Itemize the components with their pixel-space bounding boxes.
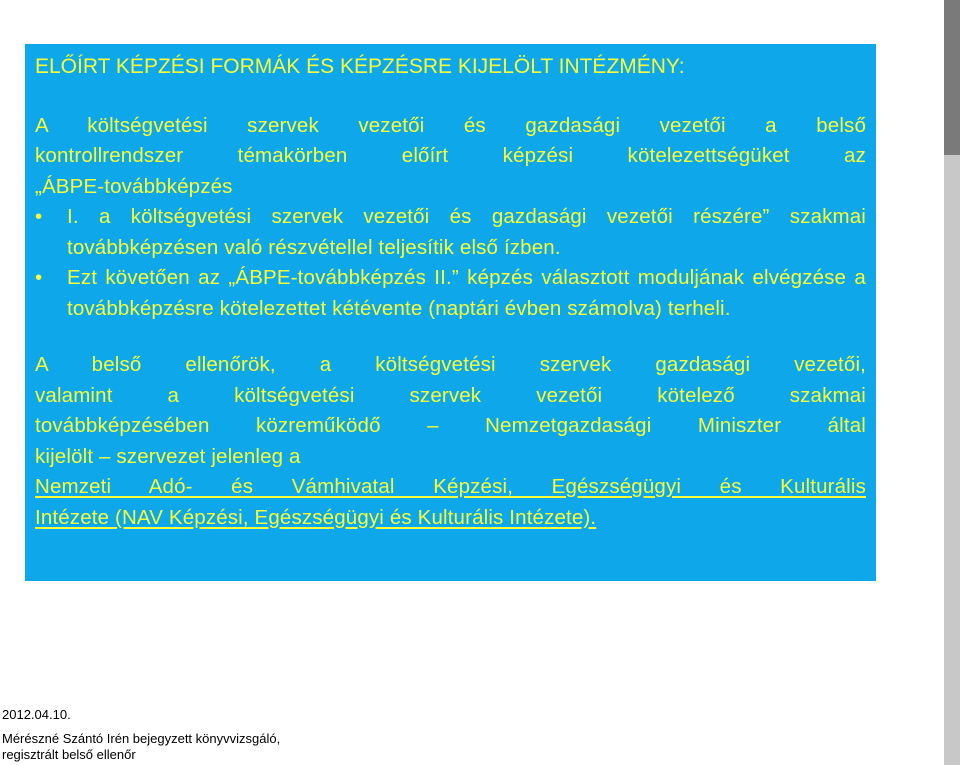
bullet-item-followup-training <box>35 263 866 324</box>
institution-paragraph <box>35 350 866 533</box>
scrollbar-thumb[interactable] <box>944 0 960 155</box>
footer-author-line-2: regisztrált belső ellenőr <box>2 747 136 762</box>
institution-line-1: A belső ellenőrök, a költségvetési szervek gazdasági vezetői, <box>35 353 866 376</box>
intro-line-2: kontrollrendszer témakörben előírt képzési kötelezettségüket az <box>35 144 866 167</box>
bullet-dot-icon: • <box>35 205 43 228</box>
institution-line-2: valamint a költségvetési szervek vezetői kötelező szakmai <box>35 383 866 407</box>
institution-line-3: továbbképzésében közreműködő – Nemzetgazdasági Miniszter által <box>35 414 866 437</box>
institution-name-line-2: Intézete (NAV Képzési, Egészségügyi és Kulturális Intézete). <box>35 505 597 529</box>
bullet-dot-icon: • <box>35 266 43 289</box>
institution-name-line-1: Nemzeti Adó- és Vámhivatal Képzési, Egészségügyi és Kulturális <box>35 475 866 498</box>
intro-paragraph <box>35 111 866 203</box>
institution-line-4: kijelölt – szervezet jelenleg a <box>35 444 301 468</box>
slide-content-box <box>25 44 876 581</box>
slide-heading: ELŐÍRT KÉPZÉSI FORMÁK ÉS KÉPZÉSRE KIJELÖLT INTÉZMÉNY: <box>35 55 685 78</box>
bullet-item-first-training <box>35 202 866 263</box>
intro-line-3: „ÁBPE-továbbképzés <box>35 174 233 198</box>
bullet-list <box>35 202 866 324</box>
footer-date: 2012.04.10. <box>2 707 71 722</box>
bullet-text: Ezt követően az „ÁBPE-továbbképzés II.” képzés választott moduljának elvégzése a továbbképzésre kötelezettet kétévente (naptári évben számolva) terheli. <box>67 266 866 320</box>
bullet-text: I. a költségvetési szervek vezetői és gazdasági vezetői részére” szakmai továbbképzésen való részvétellel teljesítik első ízben. <box>67 205 866 259</box>
intro-line-1: A költségvetési szervek vezetői és gazdasági vezetői a belső <box>35 113 866 137</box>
footer-author-line-1: Mérészné Szántó Irén bejegyzett könyvvizsgáló, <box>2 731 281 746</box>
